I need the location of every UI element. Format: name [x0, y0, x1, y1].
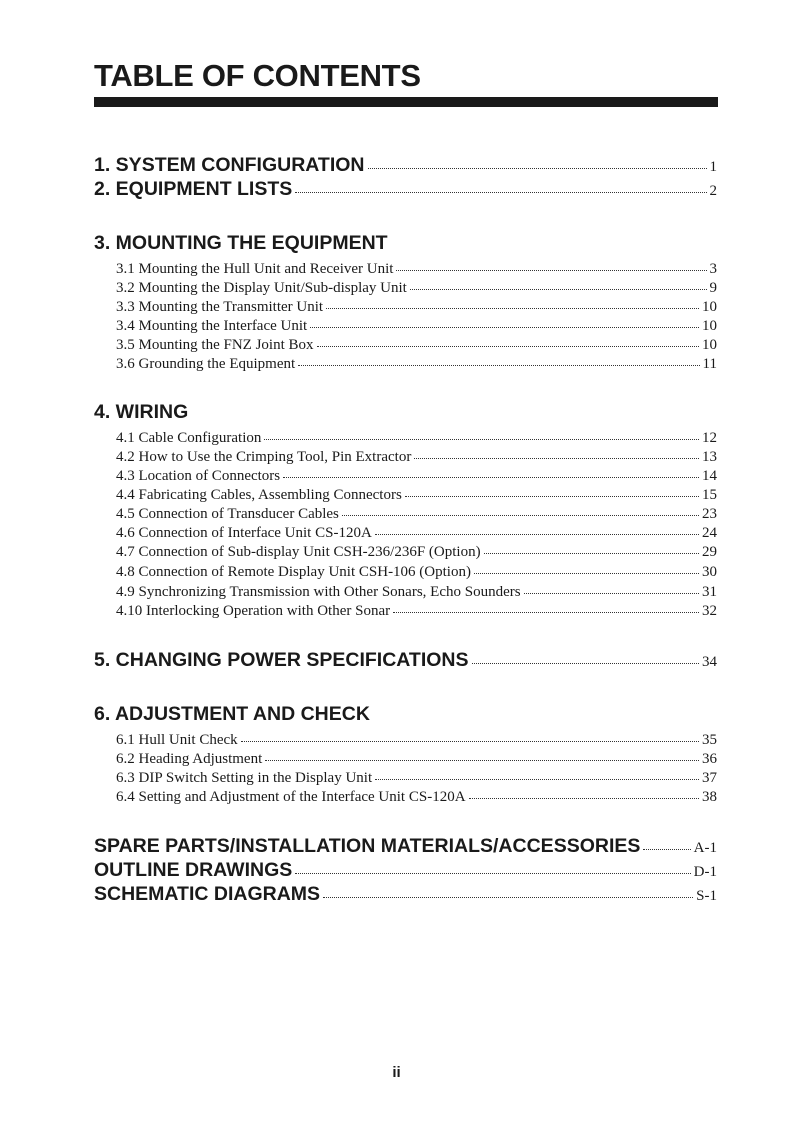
toc-entry[interactable]	[0, 544, 793, 561]
toc-entry-spare-parts[interactable]	[0, 835, 793, 858]
toc-entry-label: 5. CHANGING POWER SPECIFICATIONS	[94, 649, 469, 671]
toc-entry-label: 4.3 Location of Connectors	[116, 468, 281, 484]
toc-page-number: 3	[709, 261, 717, 277]
toc-entry-label: 4.4 Fabricating Cables, Assembling Connectors	[116, 487, 402, 503]
dot-leader	[295, 873, 690, 874]
toc-entry-label: SCHEMATIC DIAGRAMS	[94, 883, 321, 905]
toc-page-number: 30	[702, 564, 717, 580]
toc-entry-label: 4.9 Synchronizing Transmission with Other Sonars, Echo Sounders	[116, 584, 521, 600]
dot-leader	[283, 477, 699, 478]
toc-entry-label: 2. EQUIPMENT LISTS	[94, 178, 293, 200]
dot-leader	[326, 308, 699, 309]
page-title: TABLE OF CONTENTS	[94, 58, 421, 93]
toc-entry-label: OUTLINE DRAWINGS	[94, 859, 293, 881]
dot-leader	[342, 515, 699, 516]
toc-entry[interactable]	[0, 356, 793, 373]
dot-leader	[396, 270, 706, 271]
dot-leader	[298, 365, 699, 366]
dot-leader	[643, 849, 690, 850]
toc-entry-label: 3.3 Mounting the Transmitter Unit	[116, 299, 324, 315]
toc-page-number: S-1	[696, 888, 717, 904]
dot-leader	[474, 573, 699, 574]
toc-entry-label: 3.1 Mounting the Hull Unit and Receiver Unit	[116, 261, 394, 277]
toc-page-number: 29	[702, 544, 717, 560]
toc-page-number: 10	[702, 318, 717, 334]
toc-entry[interactable]	[0, 564, 793, 581]
toc-entry-label: 4.8 Connection of Remote Display Unit CSH-106 (Option)	[116, 564, 471, 580]
dot-leader	[310, 327, 699, 328]
toc-entry-label: 6.3 DIP Switch Setting in the Display Unit	[116, 770, 373, 786]
dot-leader	[317, 346, 699, 347]
toc-page-number: D-1	[693, 864, 717, 880]
toc-entry-label: 6.4 Setting and Adjustment of the Interface Unit CS-120A	[116, 789, 466, 805]
toc-page-number: 32	[702, 603, 717, 619]
toc-entry[interactable]	[0, 318, 793, 335]
dot-leader	[414, 458, 699, 459]
toc-entry-outline-drawings[interactable]	[0, 859, 793, 882]
toc-entry[interactable]	[0, 751, 793, 768]
toc-page-number: 35	[702, 732, 717, 748]
dot-leader	[469, 798, 699, 799]
section-heading-wiring: 4. WIRING	[94, 401, 189, 423]
dot-leader	[368, 168, 707, 169]
toc-entry[interactable]	[0, 525, 793, 542]
toc-entry[interactable]	[0, 430, 793, 447]
toc-entry-schematic-diagrams[interactable]	[0, 883, 793, 906]
toc-page-number: 23	[702, 506, 717, 522]
toc-entry-label: SPARE PARTS/INSTALLATION MATERIALS/ACCESSORIES	[94, 835, 641, 857]
toc-page-number: 37	[702, 770, 717, 786]
toc-page-number: 14	[702, 468, 717, 484]
toc-entry-label: 1. SYSTEM CONFIGURATION	[94, 154, 365, 176]
toc-entry[interactable]	[0, 506, 793, 523]
toc-page-number: 2	[709, 183, 717, 199]
toc-entry[interactable]	[0, 280, 793, 297]
dot-leader	[524, 593, 699, 594]
toc-entry-label: 4.5 Connection of Transducer Cables	[116, 506, 339, 522]
toc-entry-label: 4.1 Cable Configuration	[116, 430, 262, 446]
section-heading-adjustment: 6. ADJUSTMENT AND CHECK	[94, 703, 370, 725]
toc-page-number: 24	[702, 525, 717, 541]
toc-entry-label: 3.6 Grounding the Equipment	[116, 356, 296, 372]
dot-leader	[472, 663, 700, 664]
title-rule	[94, 97, 718, 107]
toc-page-number: 10	[702, 337, 717, 353]
toc-entry-label: 4.2 How to Use the Crimping Tool, Pin Extractor	[116, 449, 412, 465]
toc-entry[interactable]	[0, 468, 793, 485]
dot-leader	[264, 439, 699, 440]
section-heading-mounting: 3. MOUNTING THE EQUIPMENT	[94, 232, 388, 254]
toc-entry-label: 4.7 Connection of Sub-display Unit CSH-236/236F (Option)	[116, 544, 481, 560]
toc-page-number: 11	[702, 356, 717, 372]
toc-entry-changing-power[interactable]	[0, 649, 793, 672]
toc-entry[interactable]	[0, 487, 793, 504]
dot-leader	[375, 534, 699, 535]
dot-leader	[375, 779, 699, 780]
toc-page-number: 34	[702, 654, 717, 670]
toc-page-number: 10	[702, 299, 717, 315]
toc-entry-system-configuration[interactable]	[0, 154, 793, 177]
toc-entry-label: 6.1 Hull Unit Check	[116, 732, 238, 748]
toc-entry[interactable]	[0, 261, 793, 278]
toc-page-number: 15	[702, 487, 717, 503]
dot-leader	[410, 289, 707, 290]
toc-page-number: 31	[702, 584, 717, 600]
dot-leader	[484, 553, 699, 554]
dot-leader	[323, 897, 693, 898]
toc-entry-label: 4.6 Connection of Interface Unit CS-120A	[116, 525, 372, 541]
dot-leader	[241, 741, 699, 742]
toc-entry-label: 3.2 Mounting the Display Unit/Sub-display Unit	[116, 280, 407, 296]
toc-entry-equipment-lists[interactable]	[0, 178, 793, 201]
dot-leader	[295, 192, 706, 193]
dot-leader	[405, 496, 699, 497]
toc-entry-label: 3.5 Mounting the FNZ Joint Box	[116, 337, 314, 353]
toc-page-number: 36	[702, 751, 717, 767]
toc-entry-label: 6.2 Heading Adjustment	[116, 751, 263, 767]
toc-entry[interactable]	[0, 584, 793, 601]
toc-entry[interactable]	[0, 603, 793, 620]
toc-entry[interactable]	[0, 732, 793, 749]
dot-leader	[393, 612, 699, 613]
toc-entry[interactable]	[0, 299, 793, 316]
toc-page-number: 12	[702, 430, 717, 446]
page-footer-number: ii	[392, 1064, 401, 1081]
dot-leader	[265, 760, 699, 761]
toc-page-number: 9	[709, 280, 717, 296]
toc-page-number: 1	[709, 159, 717, 175]
toc-page-number: 13	[702, 449, 717, 465]
toc-entry[interactable]	[0, 337, 793, 354]
toc-entry[interactable]	[0, 770, 793, 787]
toc-page-number: 38	[702, 789, 717, 805]
toc-page-number: A-1	[693, 840, 717, 856]
toc-entry-label: 4.10 Interlocking Operation with Other Sonar	[116, 603, 391, 619]
toc-entry[interactable]	[0, 789, 793, 806]
toc-entry-label: 3.4 Mounting the Interface Unit	[116, 318, 308, 334]
toc-entry[interactable]	[0, 449, 793, 466]
